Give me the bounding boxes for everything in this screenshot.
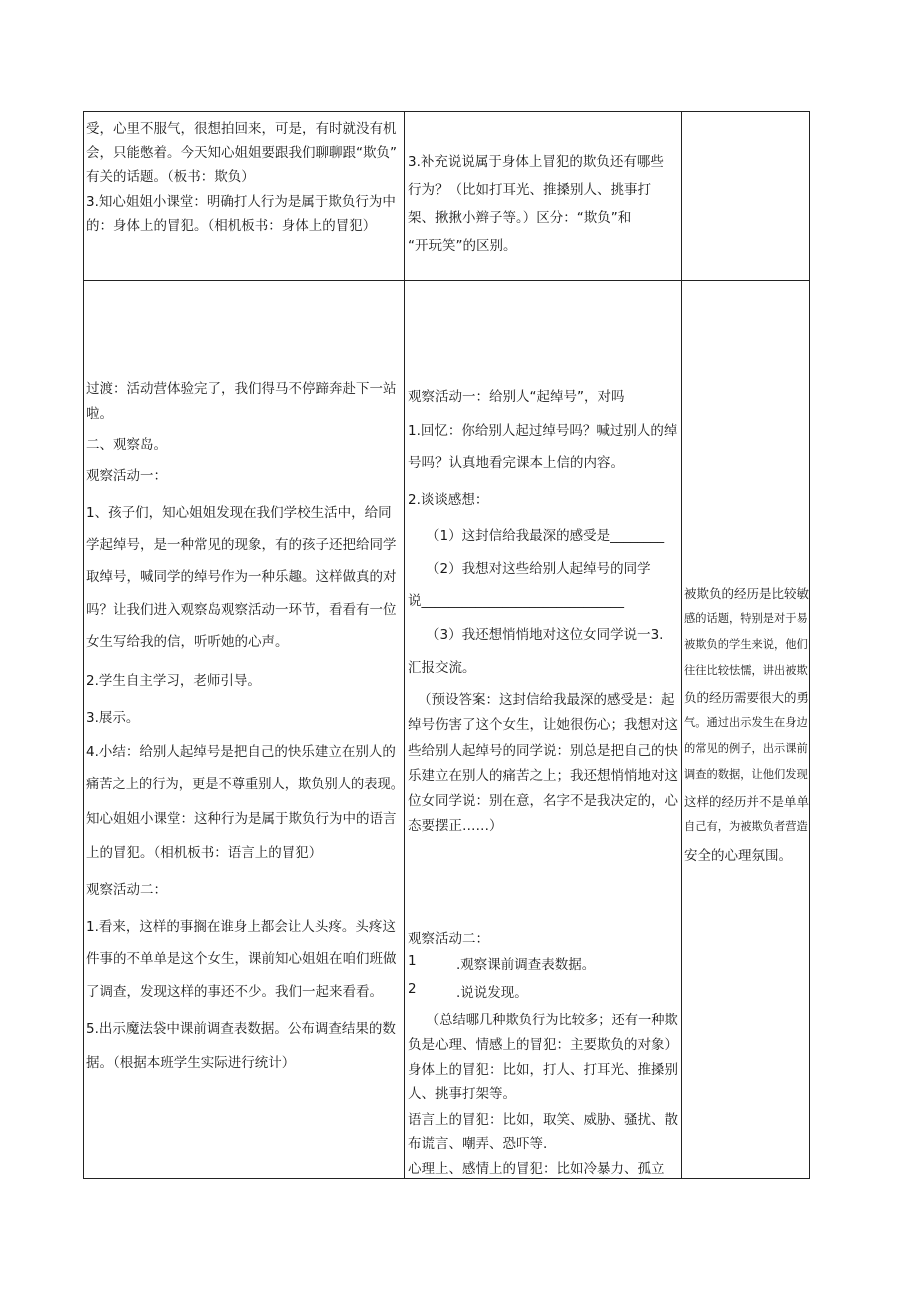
text-line: 身体上的冒犯：比如，打人、打耳光、推搡别: [408, 1062, 678, 1078]
text-line: 取绰号，喊同学的绰号作为一种乐趣。这样做真的对: [86, 569, 397, 585]
text-line: 布谎言、嘲弄、恐吓等.: [408, 1136, 548, 1152]
row1-student-activity: [408, 150, 680, 270]
text-line: 学起绰号，是一种常见的现象，有的孩子还把给同学: [86, 537, 397, 553]
text-line: 痛苦之上的行为，更是不尊重别人，欺负别人的表现。: [86, 777, 405, 792]
text-line: 2.学生自主学习，老师引导。: [86, 673, 261, 689]
text-line: 上的冒犯。（相机板书：语言上的冒犯）: [86, 845, 323, 861]
text-line: 感的话题，特别是对于易: [684, 612, 808, 625]
text-line: 人、挑事打架等。: [408, 1086, 516, 1102]
text-line: （1）这封信给我最深的感受是________: [426, 528, 665, 544]
text-line: 1.回忆：你给别人起过绰号吗？喊过别人的绰: [408, 423, 678, 439]
row2-student-activity: [408, 385, 680, 1175]
text-line: 3.展示。: [86, 710, 140, 726]
text-line: 观察活动一：: [86, 468, 167, 484]
text-line: （预设答案：这封信给我最深的感受是：起: [418, 692, 675, 708]
table-left-border: [83, 111, 84, 1179]
text-line: .说说发现。: [456, 985, 528, 1001]
column-divider-1: [404, 111, 405, 1179]
text-line: 会，只能憋着。今天知心姐姐要跟我们聊聊跟“欺负”: [86, 145, 397, 161]
list-number: 2: [408, 981, 417, 997]
list-number: 1: [408, 953, 417, 969]
text-line: 啦。: [86, 406, 113, 422]
text-line: （总结哪几种欺负行为比较多；还有一种欺: [426, 1013, 678, 1028]
text-line: 观察活动一：给别人“起绰号”，对吗: [408, 389, 625, 405]
text-line: 3.补充说说属于身体上冒犯的欺负还有哪些: [408, 154, 664, 170]
text-line: 4.小结：给别人起绰号是把自己的快乐建立在别人的: [86, 744, 396, 760]
text-line: 安全的心理氛围。: [684, 848, 792, 864]
row2-teacher-activity: [86, 377, 404, 1097]
text-line: 吗？让我们进入观察岛观察活动一环节，看看有一位: [86, 602, 397, 618]
table-top-border: [83, 111, 810, 112]
text-line: .观察课前调查表数据。: [456, 957, 596, 973]
text-line: 的常见的例子，出示课前: [684, 742, 808, 755]
text-line: 有关的话题。（板书：欺负）: [86, 169, 255, 185]
text-line: 了调查，发现这样的事还不少。我们一起来看看。: [86, 984, 383, 1000]
text-line: 架、揪揪小辫子等。）区分：“欺负”和: [408, 210, 632, 226]
text-line: 1、孩子们，知心姐姐发现在我们学校生活中，给同: [86, 505, 392, 521]
text-line: 乐建立在别人的痛苦之上；我还想悄悄地对这: [408, 768, 678, 784]
text-line: 的：身体上的冒犯。（相机板书：身体上的冒犯）: [86, 218, 377, 234]
row-divider: [83, 280, 810, 281]
text-line: 观察活动二：: [408, 931, 489, 947]
text-line: 过渡：活动营体验完了，我们得马不停蹄奔赴下一站: [86, 381, 397, 397]
column-divider-2: [681, 111, 682, 1179]
text-line: 件事的不单单是这个女生，课前知心姐姐在咱们班做: [86, 951, 397, 967]
text-line: 女生写给我的信，听听她的心声。: [86, 634, 289, 650]
text-line: （3）我还想悄悄地对这位女同学说一3.: [426, 627, 664, 643]
text-line: 往往比较怯懦，讲出被欺: [684, 664, 808, 677]
row1-teacher-activity: [86, 117, 404, 277]
text-line: 被欺负的经历是比较敏: [684, 586, 810, 601]
text-line: 心理上、感情上的冒犯：比如冷暴力、孤立: [408, 1161, 665, 1177]
text-line: 负是心理、情感上的冒犯：主要欺负的对象）: [408, 1037, 678, 1053]
text-line: “开玩笑”的区别。: [408, 238, 517, 254]
text-line: 些给别人起绰号的同学说：别总是把自己的快: [408, 743, 678, 759]
text-line: 5.出示魔法袋中课前调查表数据。公布调查结果的数: [86, 1021, 396, 1037]
text-line: 汇报交流。: [408, 660, 476, 676]
text-line: 这样的经历并不是单单: [684, 794, 810, 809]
text-line: 被欺负的学生来说，他们: [684, 638, 808, 651]
text-line: 2.谈谈感想：: [408, 492, 489, 508]
text-line: 绰号伤害了这个女生，让她很伤心；我想对这: [408, 717, 678, 733]
text-line: 号吗？认真地看完课本上信的内容。: [408, 455, 624, 471]
text-line: 气。通过出示发生在身边: [684, 716, 808, 729]
text-line: 说______________________________: [408, 593, 624, 609]
table-bottom-border: [83, 1178, 810, 1179]
text-line: 观察活动二：: [86, 882, 167, 898]
text-line: 语言上的冒犯：比如，取笑、威胁、骚扰、散: [408, 1112, 678, 1128]
text-line: 二、观察岛。: [86, 437, 167, 453]
text-line: 知心姐姐小课堂：这种行为是属于欺负行为中的语言: [86, 811, 397, 827]
text-line: （2）我想对这些给别人起绰号的同学: [426, 561, 651, 577]
text-line: 行为？（比如打耳光、推搡别人、挑事打: [408, 182, 651, 198]
text-line: 3.知心姐姐小课堂：明确打人行为是属于欺负行为中: [86, 194, 396, 210]
text-line: 自己有，为被欺负者营造: [684, 820, 808, 833]
text-line: 1.看来，这样的事搁在谁身上都会让人头疼。头疼这: [86, 919, 396, 935]
text-line: 负的经历需要很大的勇: [684, 690, 810, 705]
text-line: 态要摆正……）: [408, 818, 503, 834]
text-line: 受，心里不服气，很想拍回来，可是，有时就没有机: [86, 121, 397, 137]
text-line: 据。（根据本班学生实际进行统计）: [86, 1055, 296, 1071]
row2-design-intent: [684, 584, 810, 894]
text-line: 调查的数据，让他们发现: [684, 768, 808, 781]
text-line: 位女同学说：别在意，名字不是我决定的，心: [408, 793, 678, 809]
